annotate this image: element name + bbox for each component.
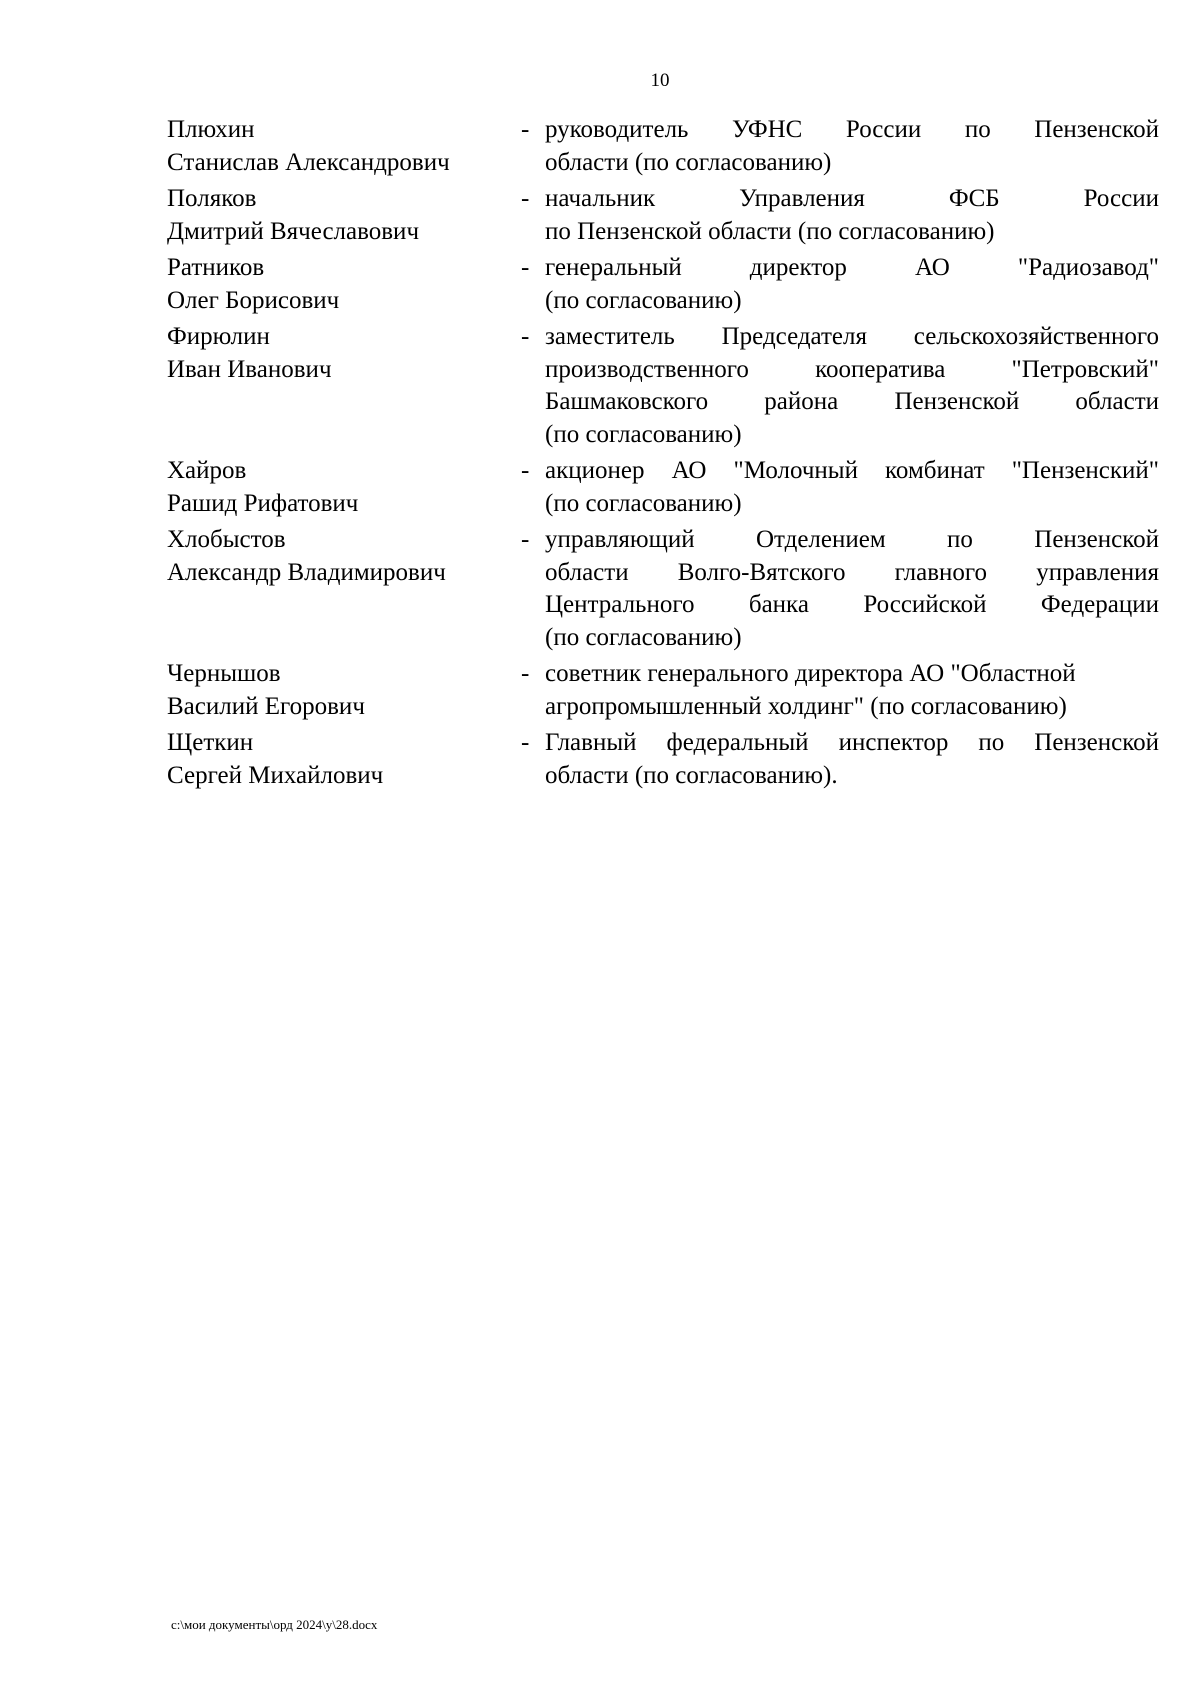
role-line: управляющий Отделением по Пензенской <box>545 526 1159 553</box>
role-line: производственного кооператива "Петровский" <box>545 355 1159 383</box>
role-line: (по согласованию) <box>545 623 742 651</box>
member-entry <box>167 114 1159 179</box>
member-entry <box>167 183 1159 248</box>
role-line: агропромышленный холдинг" (по согласованию) <box>545 692 1067 720</box>
members-list <box>167 114 1159 792</box>
role-line: области (по согласованию). <box>545 761 838 789</box>
member-entry <box>167 455 1159 520</box>
role-line: (по согласованию) <box>545 489 742 517</box>
member-surname: Поляков <box>167 185 257 212</box>
member-name <box>167 114 521 179</box>
member-entry <box>167 252 1159 317</box>
role-line: области (по согласованию) <box>545 148 832 176</box>
member-surname: Ратников <box>167 254 265 281</box>
member-name <box>167 252 521 317</box>
dash-separator: - <box>521 323 530 350</box>
role-line: Главный федеральный инспектор по Пензенской <box>545 729 1159 756</box>
dash-separator: - <box>521 254 530 281</box>
member-surname: Чернышов <box>167 660 281 687</box>
member-surname: Фирюлин <box>167 323 270 350</box>
member-entry <box>167 658 1159 723</box>
member-given-names: Рашид Рифатович <box>167 489 359 517</box>
role-line: генеральный директор АО "Радиозавод" <box>545 254 1159 281</box>
role-line: (по согласованию) <box>545 286 742 314</box>
member-given-names: Станислав Александрович <box>167 148 450 176</box>
member-name <box>167 455 521 520</box>
member-role <box>545 114 1159 179</box>
dash-separator: - <box>521 457 530 484</box>
member-name <box>167 183 521 248</box>
member-given-names: Дмитрий Вячеславович <box>167 217 420 245</box>
member-given-names: Сергей Михайлович <box>167 761 384 789</box>
member-role <box>545 183 1159 248</box>
member-role <box>545 252 1159 317</box>
member-surname: Щеткин <box>167 729 254 756</box>
role-line: по Пензенской области (по согласованию) <box>545 217 995 245</box>
dash-separator: - <box>521 185 530 212</box>
footer-file-path: c:\мои документы\орд 2024\у\28.docx <box>171 1617 378 1632</box>
dash-separator: - <box>521 729 530 756</box>
page-number: 10 <box>650 70 670 91</box>
member-name <box>167 727 521 792</box>
member-role <box>545 524 1159 654</box>
member-entry <box>167 321 1159 451</box>
member-role <box>545 455 1159 520</box>
role-line: начальник Управления ФСБ России <box>545 185 1159 212</box>
member-given-names: Александр Владимирович <box>167 558 446 586</box>
member-surname: Хайров <box>167 457 247 484</box>
role-line: акционер АО "Молочный комбинат "Пензенский" <box>545 457 1159 484</box>
member-name <box>167 524 521 589</box>
member-name <box>167 658 521 723</box>
role-line: области Волго-Вятского главного управления <box>545 558 1159 586</box>
member-name <box>167 321 521 386</box>
dash-separator: - <box>521 116 530 143</box>
member-role <box>545 727 1159 792</box>
role-line: заместитель Председателя сельскохозяйственного <box>545 323 1159 350</box>
dash-separator: - <box>521 660 530 687</box>
member-entry <box>167 727 1159 792</box>
role-line: (по согласованию) <box>545 420 742 448</box>
role-line: Центрального банка Российской Федерации <box>545 591 1159 618</box>
member-surname: Плюхин <box>167 116 255 143</box>
dash-separator: - <box>521 526 530 553</box>
member-role <box>545 658 1159 723</box>
role-line: советник генерального директора АО "Областной <box>545 660 1076 687</box>
member-given-names: Олег Борисович <box>167 286 340 314</box>
member-role <box>545 321 1159 451</box>
member-given-names: Иван Иванович <box>167 355 332 383</box>
member-given-names: Василий Егорович <box>167 692 365 720</box>
role-line: руководитель УФНС России по Пензенской <box>545 116 1159 143</box>
role-line: Башмаковского района Пензенской области <box>545 388 1159 415</box>
member-entry <box>167 524 1159 654</box>
member-surname: Хлобыстов <box>167 526 286 553</box>
